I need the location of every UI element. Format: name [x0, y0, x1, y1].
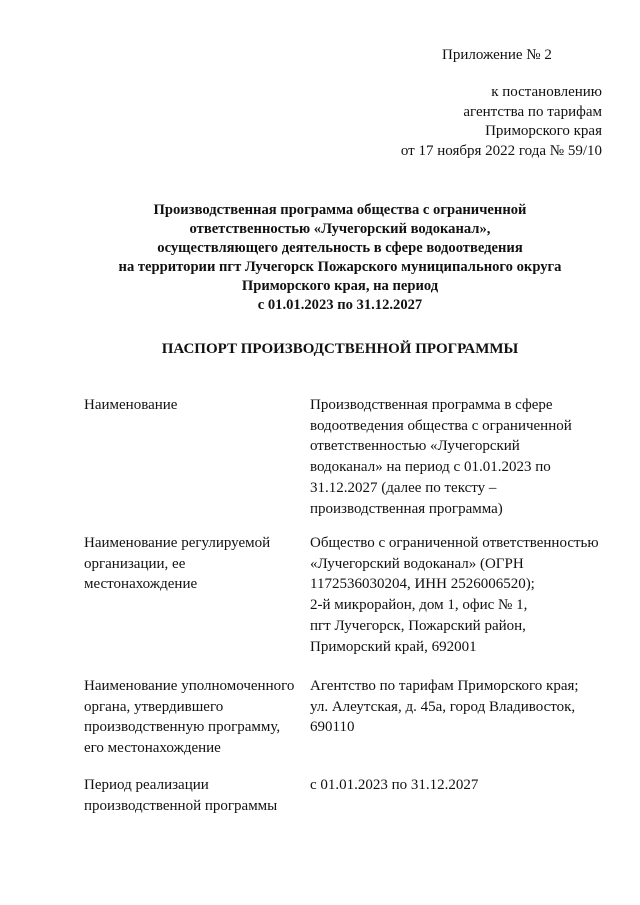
value-line: водоканал» на период с 01.01.2023 по [310, 459, 551, 476]
appendix-line: от 17 ноября 2022 года № 59/10 [400, 142, 602, 159]
title-line: на территории пгт Лучегорск Пожарского муниципального округа [118, 258, 562, 275]
title-line: с 01.01.2023 по 31.12.2027 [257, 296, 423, 313]
value-line: Приморский край, 692001 [310, 638, 477, 655]
row-label-organization [84, 533, 304, 595]
title-line: Производственная программа общества с ограниченной [153, 202, 527, 218]
label-line: организации, ее [84, 555, 186, 572]
value-line: 1172536030204, ИНН 2526006520); [310, 576, 535, 593]
value-line: 31.12.2027 (далее по тексту – [310, 479, 497, 496]
row-value-authority [310, 676, 610, 738]
value-line: с 01.01.2023 по 31.12.2027 [310, 777, 479, 793]
value-line: пгт Лучегорск, Пожарский район, [310, 617, 526, 634]
title-line: ответственностью «Лучегорский водоканал», [189, 220, 491, 237]
label-line: Наименование регулируемой [84, 535, 271, 551]
appendix-reference [401, 83, 602, 161]
label-line: Наименование [84, 397, 178, 413]
appendix-line: агентства по тарифам [463, 103, 602, 120]
label-line: производственную программу, [84, 719, 281, 736]
appendix-line: Приморского края [485, 123, 602, 139]
value-line: водоотведения общества с ограниченной [310, 417, 572, 434]
label-line: Период реализации [84, 777, 209, 793]
label-line: производственной программы [84, 797, 278, 814]
title-line: осуществляющего деятельность в сфере водоотведения [157, 239, 523, 256]
title-line: Приморского края, на период [241, 277, 439, 294]
value-line: Производственная программа в сфере [310, 397, 553, 413]
row-label-name [84, 395, 304, 416]
label-line: органа, утвердившего [84, 698, 224, 715]
value-line: 690110 [310, 719, 355, 736]
label-line: его местонахождение [84, 740, 221, 757]
label-line: местонахождение [84, 576, 198, 593]
row-value-period [310, 775, 610, 796]
label-line: Наименование уполномоченного [84, 678, 295, 694]
value-line: ответственностью «Лучегорский [310, 438, 520, 455]
row-value-organization [310, 533, 610, 657]
value-line: 2-й микрорайон, дом 1, офис № 1, [310, 597, 528, 614]
document-title [80, 201, 600, 314]
row-label-period [84, 775, 304, 816]
value-line: производственная программа) [310, 500, 503, 517]
appendix-line: к постановлению [491, 84, 602, 100]
value-line: «Лучегорский водоканал» (ОГРН [310, 555, 524, 572]
value-line: ул. Алеутская, д. 45а, город Владивосток, [310, 698, 576, 715]
appendix-number: Приложение № 2 [442, 47, 552, 63]
passport-heading: ПАСПОРТ ПРОИЗВОДСТВЕННОЙ ПРОГРАММЫ [161, 341, 519, 357]
row-value-name [310, 395, 610, 519]
row-label-authority [84, 676, 304, 759]
value-line: Агентство по тарифам Приморского края; [310, 678, 579, 694]
value-line: Общество с ограниченной ответственностью [310, 535, 599, 551]
